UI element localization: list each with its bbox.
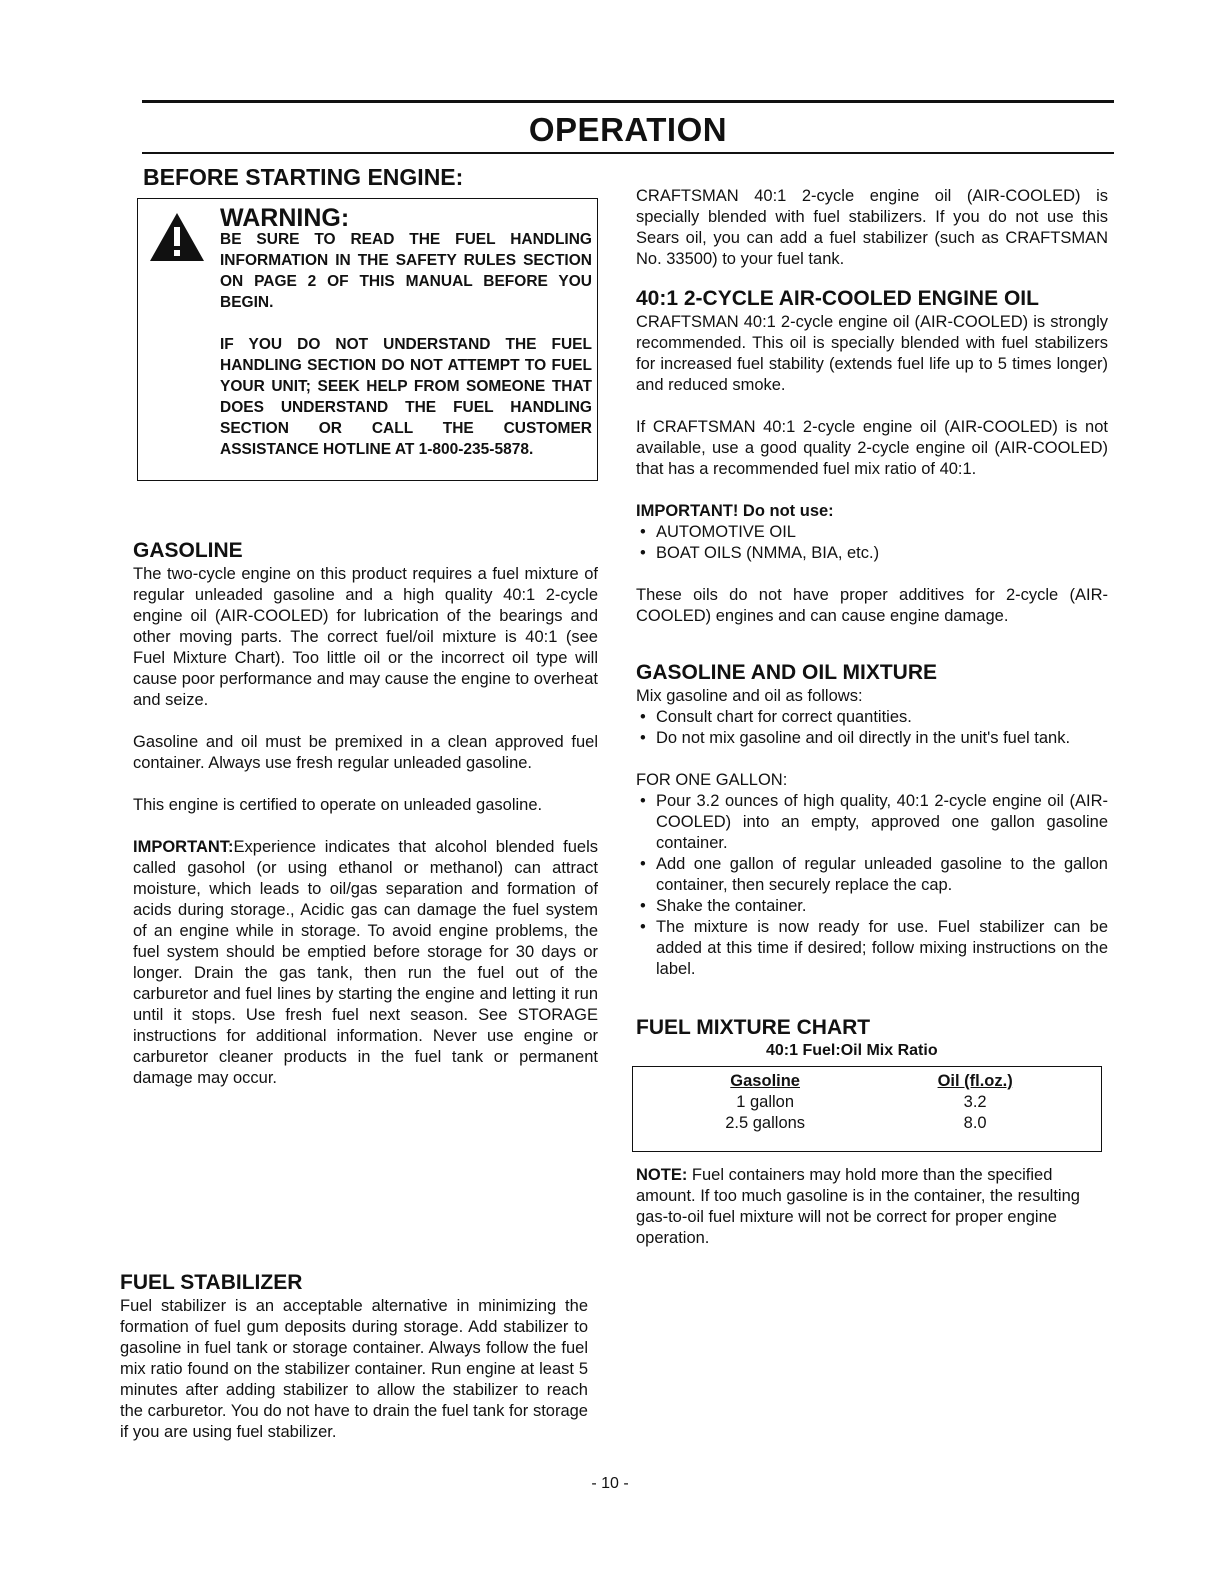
for-one-gallon-label: FOR ONE GALLON: xyxy=(636,771,788,789)
warning-para-1: BE SURE TO READ THE FUEL HANDLING INFORMATION IN THE SAFETY RULES SECTION ON PAGE 2 OF THIS MANUAL BEFORE YOU BEGIN. xyxy=(220,231,592,311)
header-gasoline: Gasoline xyxy=(730,1072,800,1090)
right-intro-section xyxy=(636,186,1108,270)
engine-oil-para-3: These oils do not have proper additives for 2-cycle (AIR-COOLED) engines and can cause engine damage. xyxy=(636,586,1108,625)
list-item: • Consult chart for correct quantities. xyxy=(636,707,1108,728)
do-not-use-title: IMPORTANT! Do not use: xyxy=(636,502,834,520)
warning-text xyxy=(220,229,592,460)
header-oil: Oil (fl.oz.) xyxy=(937,1072,1013,1090)
list-item: • Pour 3.2 ounces of high quality, 40:1 2-cycle engine oil (AIR-COOLED) into an empty, approved one gallon gasoline container. xyxy=(636,791,1108,854)
fuel-mixture-table xyxy=(657,1071,1077,1134)
list-item: • Shake the container. xyxy=(636,896,1108,917)
before-starting-title: BEFORE STARTING ENGINE: xyxy=(143,164,464,190)
important-text: Experience indicates that alcohol blended fuels called gasohol (or using ethanol or methanol) can attract moisture, which leads to oil/gas separation and formation of acids during storage., Acidic gas can damage the fuel system of an engine while in storage. To avoid engine problems, the fuel system should be emptied before storage for 30 days or longer. Drain the gas tank, then run the fuel out of the carburetor and fuel lines by starting the engine and letting it run until it stops. Use fresh fuel next season. See STORAGE instructions for additional information. Never use engine or carburetor cleaner products in the fuel tank or permanent damage may occur. xyxy=(133,838,598,1087)
cell-gasoline: 2.5 gallons xyxy=(725,1114,806,1132)
list-item: • Do not mix gasoline and oil directly in the unit's fuel tank. xyxy=(636,728,1108,749)
mixture-intro: Mix gasoline and oil as follows: xyxy=(636,687,863,705)
gasoline-para-2: Gasoline and oil must be premixed in a clean approved fuel container. Always use fresh regular unleaded gasoline. xyxy=(133,733,598,772)
warning-para-2: IF YOU DO NOT UNDERSTAND THE FUEL HANDLING SECTION DO NOT ATTEMPT TO FUEL YOUR UNIT; SEEK HELP FROM SOMEONE THAT DOES UNDERSTAND THE FUEL HANDLING SECTION OR CALL THE CUSTOMER ASSISTANCE HOTLINE AT 1-800-235-5878. xyxy=(220,336,592,458)
note-section xyxy=(636,1165,1088,1249)
cell-gasoline: 1 gallon xyxy=(736,1093,795,1111)
engine-oil-para-2: If CRAFTSMAN 40:1 2-cycle engine oil (AIR-COOLED) is not available, use a good quality 2-cycle engine oil (AIR-COOLED) that has a recommended fuel mix ratio of 40:1. xyxy=(636,418,1108,478)
chart-subtitle: 40:1 Fuel:Oil Mix Ratio xyxy=(766,1042,938,1059)
cell-oil: 8.0 xyxy=(963,1114,987,1132)
chart-header xyxy=(636,1015,1108,1061)
chart-title: FUEL MIXTURE CHART xyxy=(636,1016,871,1039)
list-item: • AUTOMOTIVE OIL xyxy=(636,522,1108,543)
right-intro: CRAFTSMAN 40:1 2-cycle engine oil (AIR-COOLED) is specially blended with fuel stabilizers. If you do not use this Sears oil, you can add a fuel stabilizer (such as CRAFTSMAN No. 33500) to your fuel tank. xyxy=(636,187,1108,268)
warning-triangle-icon xyxy=(148,211,206,263)
cell-oil: 3.2 xyxy=(963,1093,987,1111)
fuel-stabilizer-text: Fuel stabilizer is an acceptable alternative in minimizing the formation of fuel gum deposits during storage. Add stabilizer to gasoline in fuel tank or storage container. Always follow the fuel mix ratio found on the stabilizer container. Run engine at least 5 minutes after adding stabilizer to allow the stabilizer to reach the carburetor. You do not have to drain the fuel tank for storage if you are using fuel stabilizer. xyxy=(120,1297,588,1441)
fuel-stabilizer-title: FUEL STABILIZER xyxy=(120,1271,303,1294)
gasoline-title: GASOLINE xyxy=(133,539,243,562)
note-body: Fuel containers may hold more than the specified amount. If too much gasoline is in the container, the resulting gas-to-oil fuel mixture will not be correct for proper engine operation. xyxy=(636,1166,1080,1247)
note-label: NOTE: xyxy=(636,1166,688,1184)
gasoline-para-3: This engine is certified to operate on unleaded gasoline. xyxy=(133,796,543,814)
gasoline-important xyxy=(133,837,598,1089)
table-row xyxy=(657,1092,1077,1113)
mixture-steps xyxy=(636,791,1108,980)
note-text xyxy=(636,1165,1088,1249)
page-number: - 10 - xyxy=(591,1475,629,1492)
mixture-title: GASOLINE AND OIL MIXTURE xyxy=(636,661,938,684)
list-item: • BOAT OILS (NMMA, BIA, etc.) xyxy=(636,543,1108,564)
table-header-row xyxy=(657,1071,1077,1092)
warning-title: WARNING: xyxy=(220,204,350,232)
fuel-stabilizer-section xyxy=(120,1270,588,1443)
engine-oil-para-1: CRAFTSMAN 40:1 2-cycle engine oil (AIR-COOLED) is strongly recommended. This oil is specially blended with fuel stabilizers for increased fuel stability (extends fuel life up to 5 times longer) and reduced smoke. xyxy=(636,313,1108,394)
page-title: OPERATION xyxy=(528,111,728,148)
header-rule-top xyxy=(142,100,1114,103)
engine-oil-section xyxy=(636,286,1108,627)
mixture-bullets xyxy=(636,707,1108,749)
important-label: IMPORTANT: xyxy=(133,838,234,856)
gasoline-section xyxy=(133,538,598,1089)
warning-box xyxy=(137,198,598,481)
table-row xyxy=(657,1113,1077,1134)
engine-oil-title: 40:1 2-CYCLE AIR-COOLED ENGINE OIL xyxy=(636,287,1039,310)
list-item: • Add one gallon of regular unleaded gasoline to the gallon container, then securely replace the cap. xyxy=(636,854,1108,896)
header-rule-bottom xyxy=(142,152,1114,154)
list-item: • The mixture is now ready for use. Fuel stabilizer can be added at this time if desired; follow mixing instructions on the label. xyxy=(636,917,1108,980)
do-not-use-list xyxy=(636,522,1108,564)
gasoline-para-1: The two-cycle engine on this product requires a fuel mixture of regular unleaded gasoline and a high quality 40:1 2-cycle engine oil (AIR-COOLED) for lubrication of the bearings and other moving parts. The correct fuel/oil mixture is 40:1 (see Fuel Mixture Chart). Too little oil or the incorrect oil type will cause poor performance and may cause the engine to overheat and seize. xyxy=(133,565,598,709)
mixture-section xyxy=(636,660,1108,980)
fuel-mixture-table-box xyxy=(632,1066,1102,1152)
